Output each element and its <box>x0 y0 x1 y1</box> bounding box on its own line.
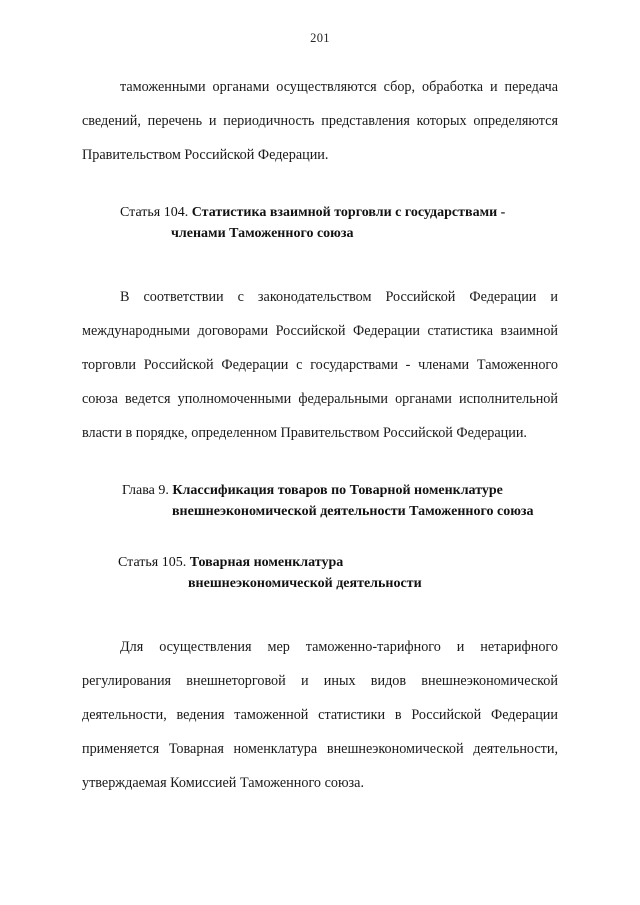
heading-chapter-9-line-1 <box>122 480 558 501</box>
heading-article-104-title-line-2: членами Таможенного союза <box>171 226 354 241</box>
spacer-before-article-104 <box>82 172 558 202</box>
heading-article-104 <box>82 202 558 244</box>
spacer-after-article-105 <box>82 594 558 630</box>
page-number: 201 <box>310 31 330 45</box>
heading-article-104-number: Статья 104. <box>120 205 189 220</box>
heading-article-104-title-line-1: Статистика взаимной торговли с государствами - <box>191 205 506 220</box>
heading-article-105-title-line-1: Товарная номенклатура <box>189 555 344 570</box>
heading-article-105-line-1 <box>118 552 558 573</box>
spacer-before-chapter-9 <box>82 450 558 480</box>
heading-chapter-9-title-line-1: Классификация товаров по Товарной номенклатуре <box>172 483 503 498</box>
heading-chapter-9-line-2 <box>122 501 558 522</box>
heading-chapter-9-title-line-2: внешнеэкономической деятельности Таможенного союза <box>172 504 534 519</box>
heading-article-105-line-2 <box>118 573 558 594</box>
spacer-after-article-104 <box>82 244 558 280</box>
heading-article-105 <box>82 552 558 594</box>
heading-chapter-9-number: Глава 9. <box>122 483 169 498</box>
heading-article-104-line-1 <box>120 202 558 223</box>
heading-article-105-number: Статья 105. <box>118 555 187 570</box>
body-paragraph-1: таможенными органами осуществляются сбор, обработка и передача сведений, перечень и периодичность представления которых определяются Правительством Российской Федерации. <box>82 79 558 163</box>
spacer-before-article-105 <box>82 522 558 552</box>
heading-article-105-title-line-2: внешнеэкономической деятельности <box>188 576 422 591</box>
heading-chapter-9 <box>82 480 558 522</box>
body-paragraph-3: Для осуществления мер таможенно-тарифного и нетарифного регулирования внешнеторговой и иных видов внешнеэкономической деятельности, ведения таможенной статистики в Российской Федерации применяется Товарная номенклатура внешнеэкономической деятельности, утверждаемая Комиссией Таможенного союза. <box>82 639 558 791</box>
heading-article-104-line-2 <box>120 223 558 244</box>
text-column <box>82 70 558 800</box>
body-paragraph-2: В соответствии с законодательством Российской Федерации и международными договорами Российской Федерации статистика взаимной торговли Российской Федерации с государствами - членами Таможенного союза ведется уполномоченными федеральными органами исполнительной власти в порядке, определенном Правительством Российской Федерации. <box>82 289 558 441</box>
